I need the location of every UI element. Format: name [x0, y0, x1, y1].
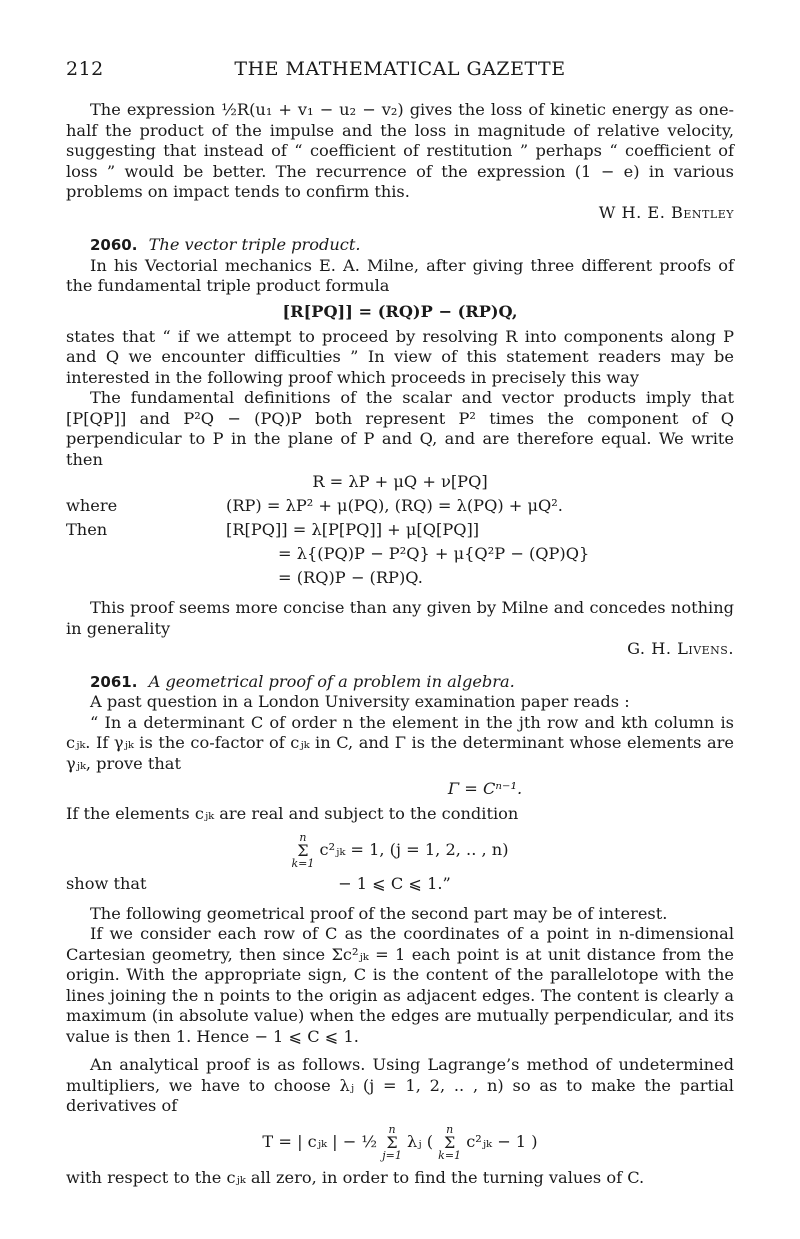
equation-row	[66, 872, 734, 896]
equation-step-1: [R[PQ]] = λ[P[PQ]] + μ[Q[PQ]]	[226, 520, 480, 539]
equation-lagrangian: T = | cⱼₖ | − ½ n Σ j=1 λⱼ ( n Σ k=1 c²ⱼₖ − 1 )	[262, 1122, 538, 1162]
journal-title: THE MATHEMATICAL GAZETTE	[234, 58, 566, 80]
note-2061-paragraph-5: If we consider each row of C as the coordinates of a point in n-dimensional Cartesian geometry, then since Σc²ⱼₖ = 1 each point is at unit distance from the origin. With the appropriate sign, C is the content of the parallelotope with the lines joining the n points to the origin as adjacent edges. The content is clearly a maximum (in absolute value) when the edges are mutually perpendicular, and its value is then 1. Hence − 1 ⩽ C ⩽ 1.	[66, 924, 734, 1046]
equation-unit-rows: n Σ k=1 c²ⱼₖ = 1, (j = 1, 2, .. , n)	[291, 830, 509, 870]
show-that-label: show that	[66, 873, 147, 893]
page	[66, 58, 734, 1188]
running-header	[66, 58, 734, 80]
note-2061-paragraph-4: The following geometrical proof of the second part may be of interest.	[90, 903, 668, 923]
intro-signature: W H. E. Bentley	[598, 202, 734, 222]
note-2061-quote: “ In a determinant C of order n the element in the jth row and kth column is cⱼₖ. If γⱼₖ is the co-factor of cⱼₖ in C, and Γ is the determinant whose elements are γⱼₖ, prove that	[66, 712, 734, 773]
then-label: Then	[66, 520, 108, 539]
summation-sign: n Σ j=1	[382, 1122, 402, 1162]
equation-step-2: = λ{(PQ)P − P²Q} + μ{Q²P − (QP)Q}	[278, 544, 590, 563]
equation-row	[66, 494, 734, 518]
note-2061-paragraph-3: If the elements cⱼₖ are real and subject to the condition	[66, 804, 519, 823]
equation-step-3: = (RQ)P − (RP)Q.	[278, 568, 423, 587]
equation-row	[66, 470, 734, 494]
note-2060-signature: G. H. Livens.	[627, 639, 734, 658]
equation-row	[66, 518, 734, 542]
equation-scalar-products: (RP) = λP² + μ(PQ), (RQ) = λ(PQ) + μQ².	[226, 496, 563, 515]
note-2060-number: 2060.	[90, 236, 138, 254]
equation-gamma: Γ = Cⁿ⁻¹.	[447, 779, 523, 798]
note-2061-title: A geometrical proof of a problem in algebra.	[148, 671, 515, 691]
triple-product-formula: [R[PQ]] = (RQ)P − (RP)Q,	[282, 301, 518, 321]
note-2060-heading	[66, 235, 734, 256]
note-2060-paragraph-4: This proof seems more concise than any given by Milne and concedes nothing in generality	[66, 598, 734, 638]
page-number: 212	[66, 58, 104, 80]
note-2061-paragraph-6: An analytical proof is as follows. Using Lagrange’s method of undetermined multipliers, we have to choose λⱼ (j = 1, 2, .. , n) so as to make the partial derivatives of	[66, 1055, 734, 1115]
note-2060-paragraph-1: In his Vectorial mechanics E. A. Milne, after giving three different proofs of the fundamental triple product formula	[66, 255, 734, 295]
equation-row	[66, 566, 734, 590]
note-2060-paragraph-3: The fundamental definitions of the scalar and vector products imply that [P[QP]] and P²Q − (PQ)P both represent P² times the component of Q perpendicular to P in the plane of P and Q, and are therefore equal. We write then	[66, 388, 734, 469]
note-2060-title: The vector triple product.	[148, 235, 361, 254]
note-2061-paragraph-7: with respect to the cⱼₖ all zero, in order to find the turning values of C.	[66, 1167, 645, 1187]
where-label: where	[66, 496, 118, 515]
note-2061-number: 2061.	[90, 672, 138, 691]
summation-sign: n Σ k=1	[438, 1122, 462, 1162]
equation-bounds: − 1 ⩽ C ⩽ 1.”	[338, 873, 451, 893]
note-2061-paragraph-1: A past question in a London University examination paper reads :	[90, 692, 630, 711]
equation-row	[66, 542, 734, 566]
summation-sign: n Σ k=1	[291, 830, 315, 870]
note-2060-paragraph-2: states that “ if we attempt to proceed by resolving R into components along P and Q we encounter difficulties ” In view of this statement readers may be interested in the following proof which proceeds in precisely this way	[66, 326, 734, 387]
note-2061-heading	[66, 672, 734, 693]
equation-r-decomposition: R = λP + μQ + ν[PQ]	[312, 472, 488, 491]
intro-paragraph: The expression ½R(u₁ + v₁ − u₂ − v₂) gives the loss of kinetic energy as one-half the product of the impulse and the loss in magnitude of relative velocity, suggesting that instead of “ coefficient of restitution ” perhaps “ coefficient of loss ” would be better. The recurrence of the expression (1 − e) in various problems on impact tends to confirm this.	[66, 100, 734, 201]
